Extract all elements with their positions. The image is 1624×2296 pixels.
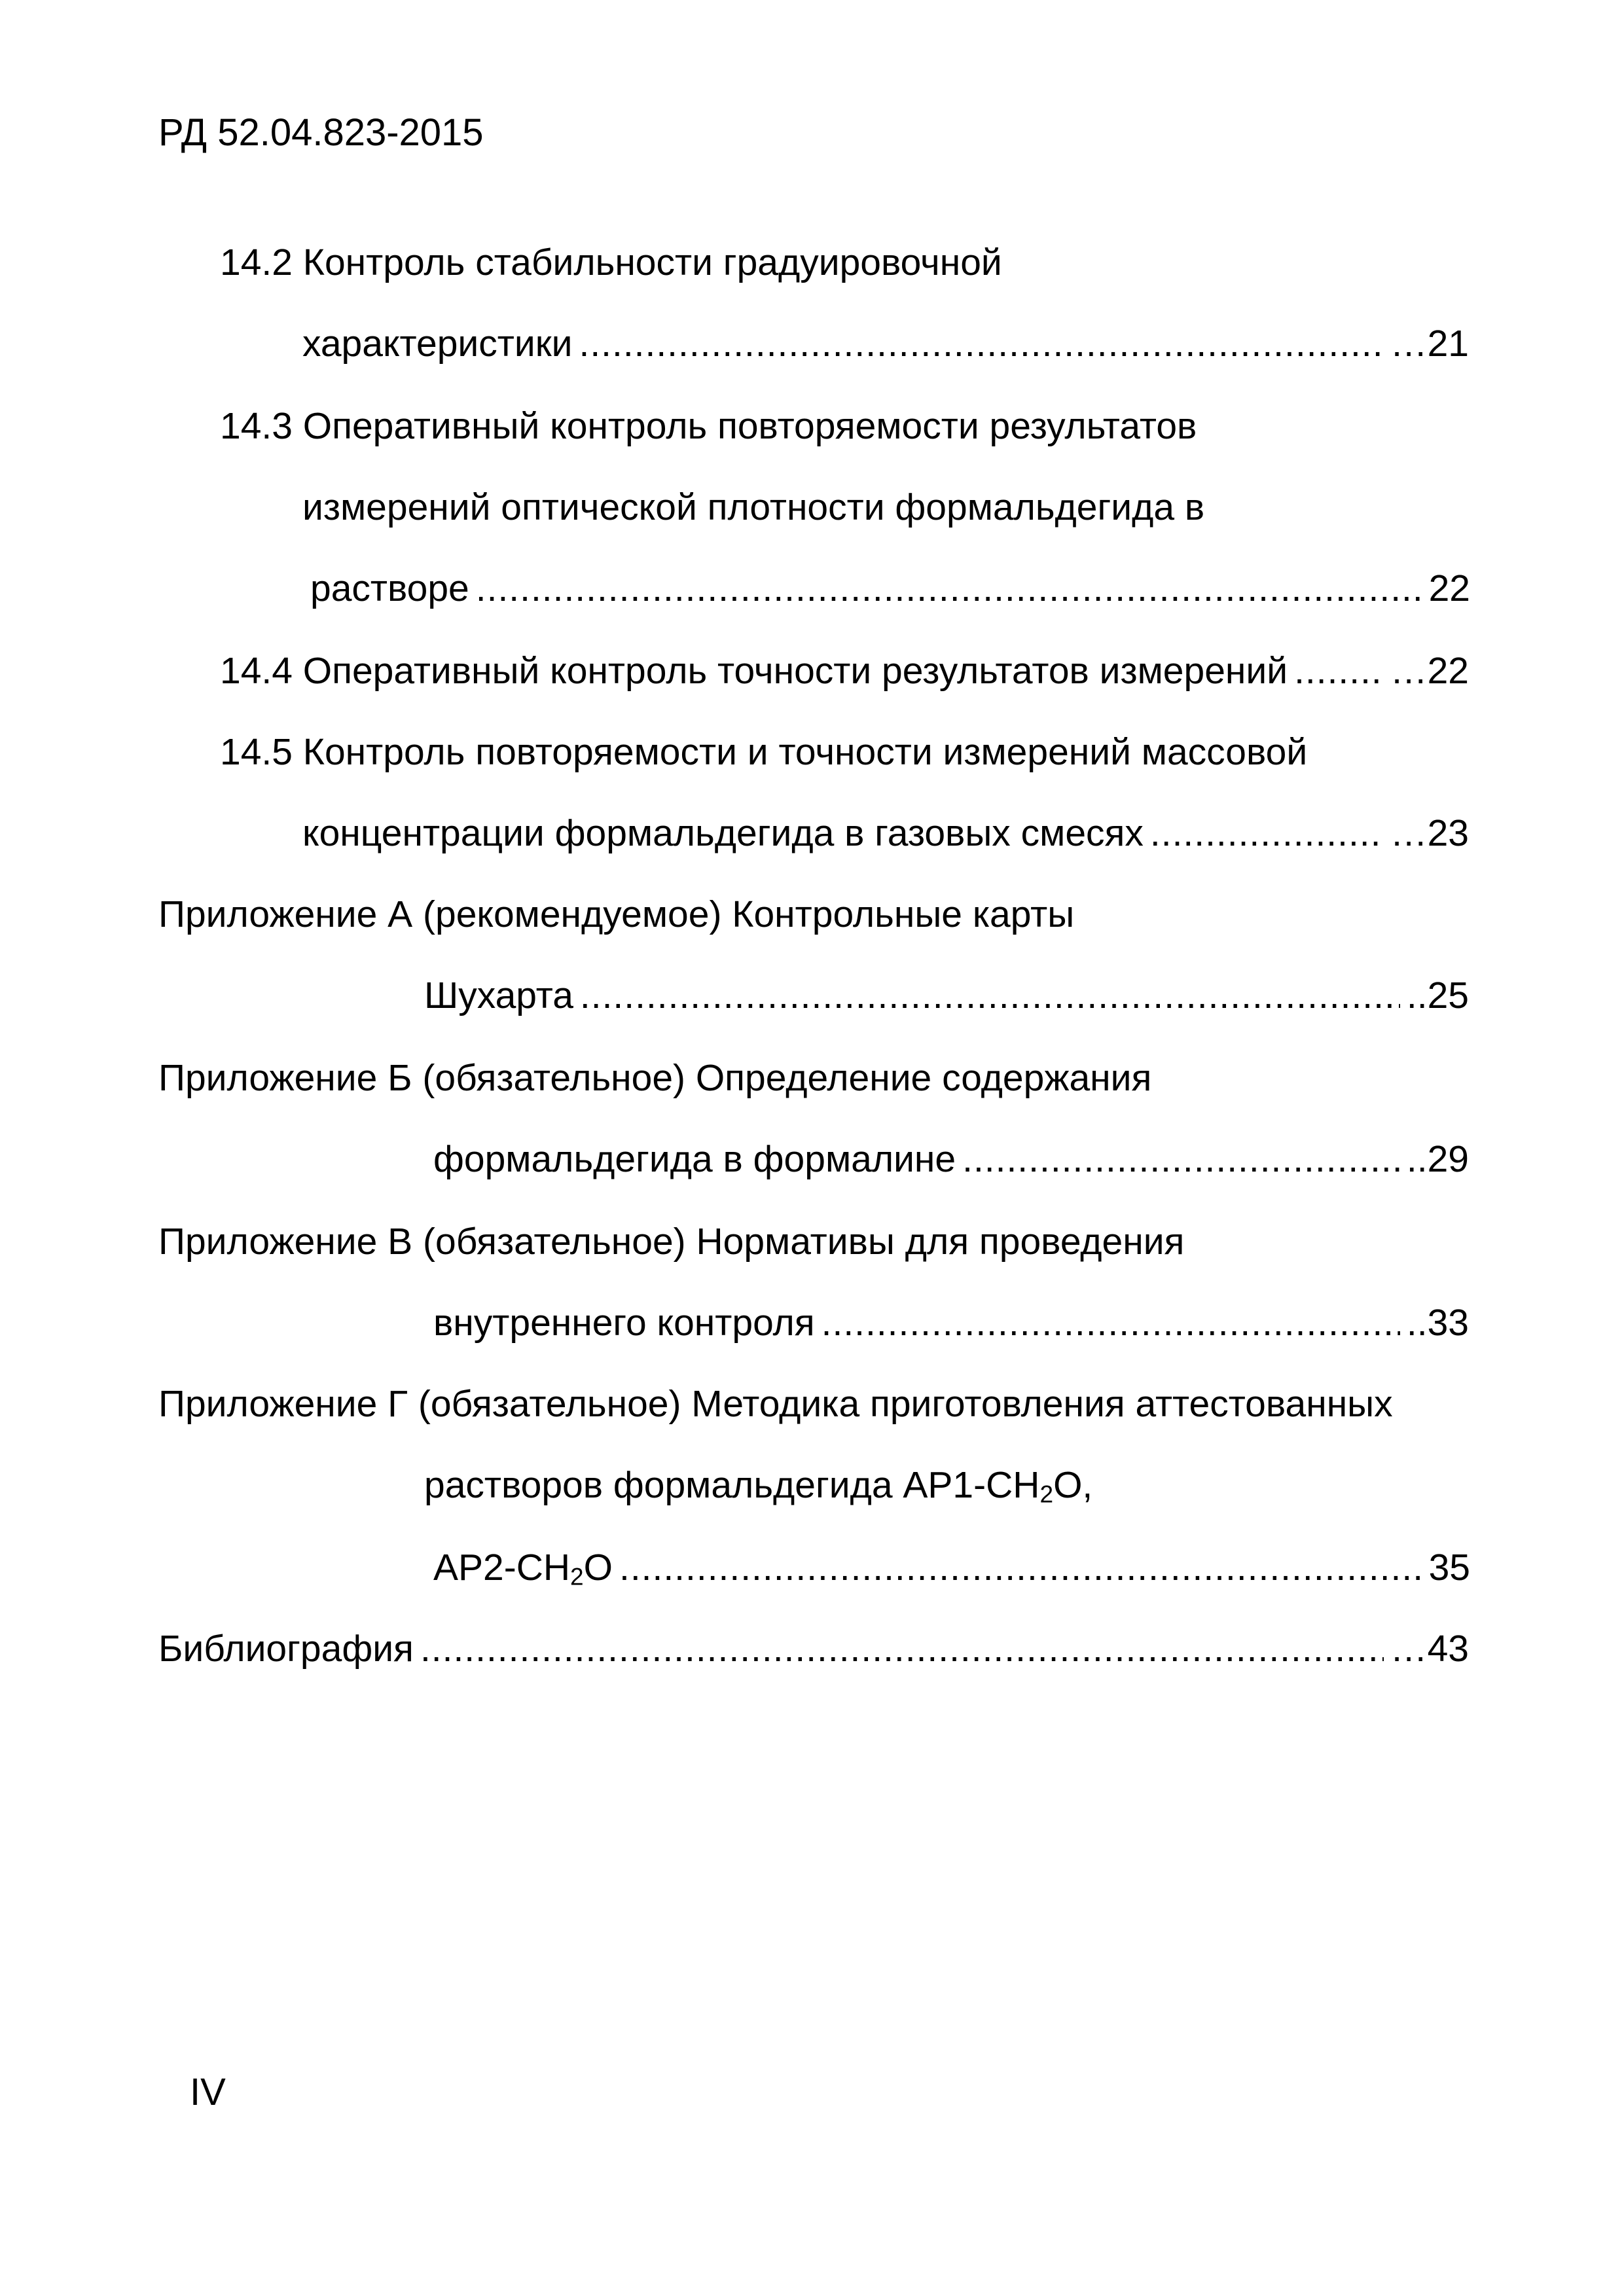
dot-leader [476, 565, 1422, 611]
toc-entry-14-2-page: …21 [1390, 323, 1469, 365]
document-header: РД 52.04.823-2015 [158, 111, 484, 154]
toc-entry-14-3-page: 22 [1428, 567, 1470, 609]
toc-appendix-a-page: ..25 [1406, 975, 1469, 1016]
toc-entry-14-3-text: растворе [310, 567, 469, 609]
toc-appendix-v-title: Приложение В (обязательное) Нормативы для проведения [158, 1221, 1185, 1263]
toc-entry-14-5-text: концентрации формальдегида в газовых смесях [302, 812, 1144, 854]
toc-appendix-a-title: Приложение А (рекомендуемое) Контрольные карты [158, 893, 1075, 935]
toc-appendix-v-page: ..33 [1406, 1302, 1469, 1344]
toc-entry-14-3-row[interactable] [310, 565, 1470, 611]
toc-entry-14-4-row[interactable] [220, 648, 1469, 694]
toc-entry-14-3-title: 14.3 Оперативный контроль повторяемости результатов [220, 405, 1197, 447]
dot-leader [1150, 810, 1384, 856]
toc-appendix-g-title: Приложение Г (обязательное) Методика приготовления аттестованных [158, 1383, 1393, 1425]
dot-leader [619, 1545, 1422, 1590]
toc-appendix-b-title: Приложение Б (обязательное) Определение содержания [158, 1057, 1152, 1099]
toc-appendix-b-page: ..29 [1406, 1138, 1469, 1180]
toc-appendix-a-text: Шухарта [424, 975, 573, 1016]
toc-entry-14-5-page: …23 [1390, 812, 1469, 854]
dot-leader [962, 1136, 1400, 1182]
toc-appendix-g-page: 35 [1428, 1547, 1470, 1588]
toc-entry-14-5-row[interactable] [302, 810, 1469, 856]
dot-leader [420, 1626, 1384, 1672]
toc-entry-14-4-text: 14.4 Оперативный контроль точности результатов измерений [220, 650, 1288, 692]
toc-entry-14-4-page: …22 [1390, 650, 1469, 692]
toc-entry-14-2-row[interactable] [302, 321, 1469, 367]
toc-entry-14-5-title: 14.5 Контроль повторяемости и точности измерений массовой [220, 731, 1308, 773]
toc-bibliography-row[interactable] [158, 1626, 1469, 1672]
toc-appendix-a-row[interactable] [424, 973, 1469, 1018]
toc-appendix-g-line2: растворов формальдегида $АР1-СН_2О$, [424, 1464, 1093, 1508]
toc-entry-14-3-line2: измерений оптической плотности формальдегида в [302, 486, 1205, 528]
toc-appendix-g-row[interactable] [433, 1545, 1470, 1590]
dot-leader [1294, 648, 1384, 694]
toc-bibliography-page: …43 [1390, 1628, 1469, 1670]
toc-appendix-g-text: $АР2-СН_2О$ [433, 1547, 613, 1590]
toc-appendix-v-text: внутреннего контроля [433, 1302, 815, 1344]
dot-leader [580, 973, 1400, 1018]
toc-appendix-b-text: формальдегида в формалине [433, 1138, 956, 1180]
page-number: IV [190, 2071, 226, 2113]
dot-leader [579, 321, 1383, 367]
toc-appendix-b-row[interactable] [433, 1136, 1469, 1182]
toc-entry-14-2-title: 14.2 Контроль стабильности градуировочной [220, 242, 1002, 283]
toc-appendix-v-row[interactable] [433, 1300, 1469, 1346]
dot-leader [821, 1300, 1400, 1346]
toc-entry-14-2-text: характеристики [302, 323, 573, 365]
toc-bibliography-text: Библиография [158, 1628, 414, 1670]
